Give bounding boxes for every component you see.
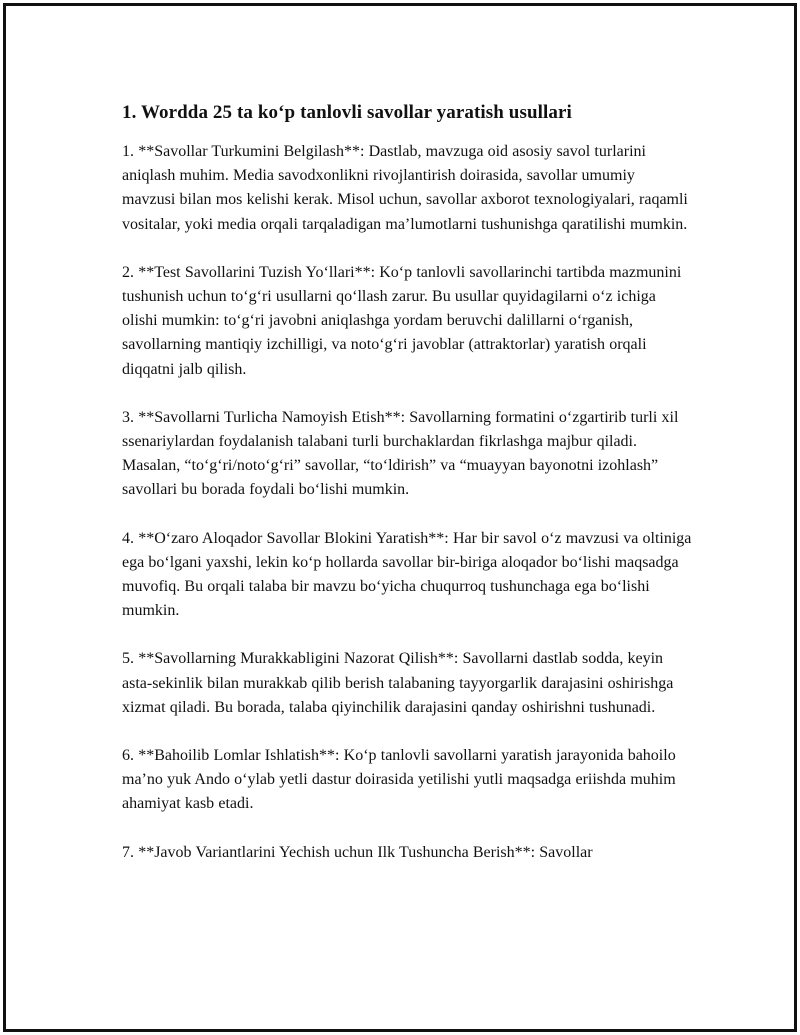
paragraph-6: 6. **Bahoilib Lomlar Ishlatish**: Ko‘p tanlovli savollarni yaratish jarayonida bahoilo ma’no yuk Ando o‘ylab yetli dastur doirasida yetilishi yutli maqsadga eriishda muhim ahamiyat kasb etadi. <box>122 747 676 813</box>
paragraph-4: 4. **O‘zaro Aloqador Savollar Blokini Yaratish**: Har bir savol o‘z mavzusi va oltiniga ega bo‘lgani yaxshi, lekin ko‘p hollarda savollar bir-biriga aloqador bo‘lishi maqsadga muvofiq. Bu orqali talaba bir mavzu bo‘yicha chuqurroq tushunchaga ega bo‘lishi mumkin. <box>122 529 692 620</box>
paragraph-3: 3. **Savollarni Turlicha Namoyish Etish**: Savollarning formatini o‘zgartirib turli xil ssenariylardan foydalanish talabani turli burchaklardan fikrlashga majbur qiladi. Masalan, “to‘g‘ri/noto‘g‘ri” savollar, “to‘ldirish” va “muayyan bayonotni izohlash” savollari bu borada foydali bo‘lishi mumkin. <box>122 408 679 499</box>
page-frame <box>3 3 797 1032</box>
paragraph-7: 7. **Javob Variantlarini Yechish uchun Ilk Tushuncha Berish**: Savollar <box>122 843 593 861</box>
paragraph-1: 1. **Savollar Turkumini Belgilash**: Dastlab, mavzuga oid asosiy savol turlarini aniqlash muhim. Media savodxonlikni rivojlantirish doirasida, savollar umumiy mavzusi bilan mos kelishi kerak. Misol uchun, savollar axborot texnologiyalari, raqamli vositalar, yoki media orqali tarqaladigan ma’lumotlarni tushunishga qaratilishi mumkin. <box>122 143 688 233</box>
paragraph-5: 5. **Savollarning Murakkabligini Nazorat Qilish**: Savollarni dastlab sodda, keyin asta-sekinlik bilan murakkab qilib berish talabaning tayyorgarlik darajasini oshirishga xizmat qiladi. Bu borada, talaba qiyinchilik darajasini qanday oshirishni tushunadi. <box>122 650 674 716</box>
document-content <box>122 100 692 889</box>
paragraph-2: 2. **Test Savollarini Tuzish Yo‘llari**: Ko‘p tanlovli savollarinchi tartibda mazmunini tushunish uchun to‘g‘ri usullarni qo‘llash zarur. Bu usullar quyidagilarni o‘z ichiga olishi mumkin: to‘g‘ri javobni aniqlashga yordam beruvchi dalillarni o‘rganish, savollarning mantiqiy izchilligi, va noto‘g‘ri javoblar (attraktorlar) yaratish orqali diqqatni jalb qilish. <box>122 263 682 378</box>
document-title: 1. Wordda 25 ta ko‘p tanlovli savollar yaratish usullari <box>122 102 572 123</box>
